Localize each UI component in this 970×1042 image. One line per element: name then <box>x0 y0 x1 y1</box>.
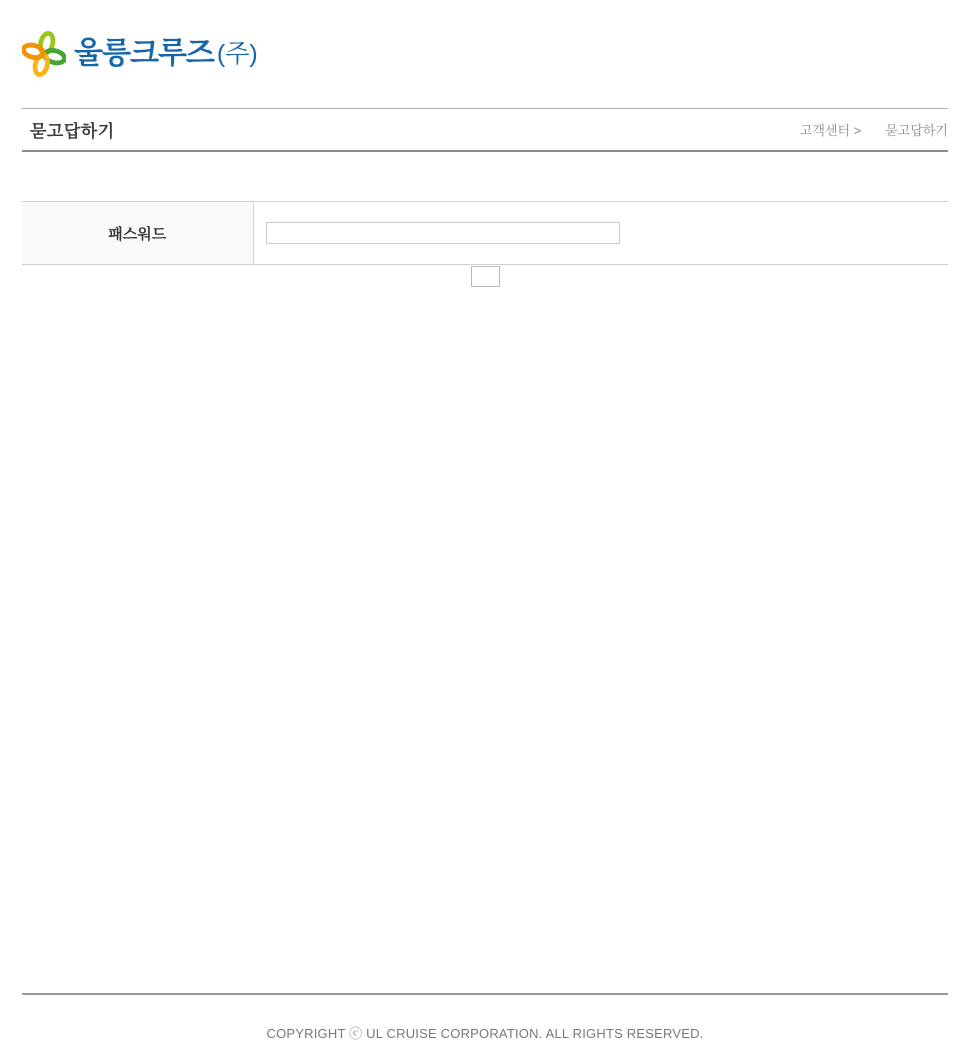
copyright-text: COPYRIGHT ⓒ UL CRUISE CORPORATION. ALL RIGHTS RESERVED. <box>266 1026 704 1041</box>
breadcrumb-current: 묻고답하기 <box>885 123 948 138</box>
breadcrumb <box>800 120 948 139</box>
pinwheel-flower-icon <box>22 31 66 77</box>
breadcrumb-parent[interactable]: 고객센터 > <box>799 123 862 138</box>
password-input-cell <box>253 202 948 265</box>
submit-button[interactable] <box>471 266 500 287</box>
password-form-table <box>22 201 948 265</box>
page-title: 묻고답하기 <box>30 122 115 141</box>
password-label: 패스워드 <box>22 202 253 265</box>
page-title-bar <box>22 108 948 152</box>
logo-company-name: 울릉크루즈 <box>74 37 214 70</box>
site-footer <box>0 993 970 1042</box>
logo[interactable] <box>22 31 948 77</box>
site-header <box>0 0 970 108</box>
main-content <box>22 152 948 287</box>
password-input[interactable] <box>266 222 620 244</box>
password-row <box>22 202 948 265</box>
logo-company-suffix: (주) <box>216 39 258 68</box>
